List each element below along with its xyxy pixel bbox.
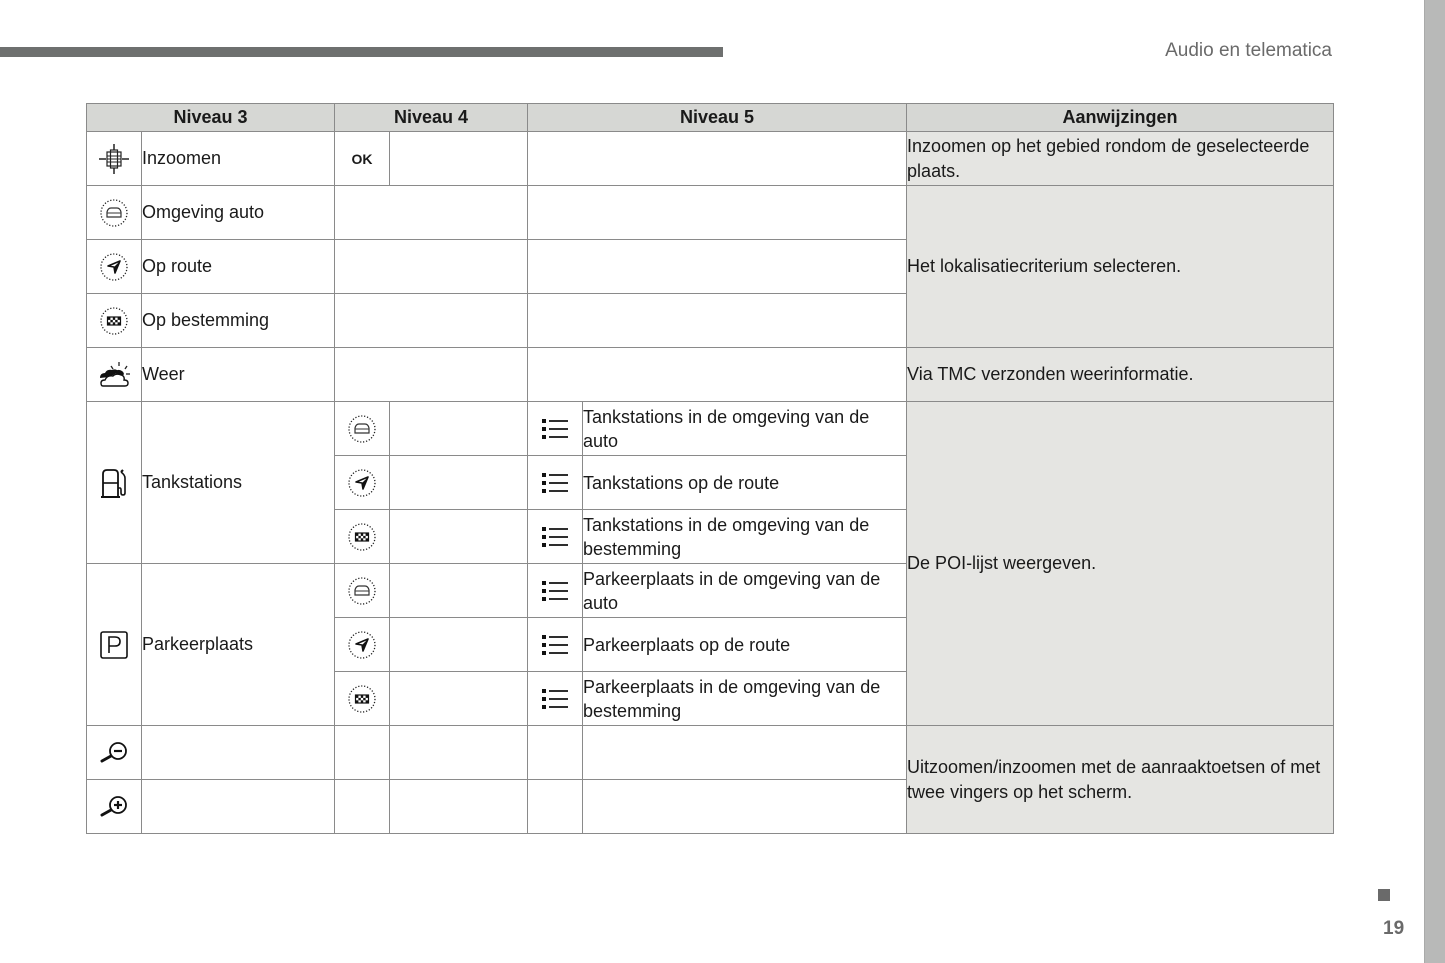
navigation-menu-table bbox=[86, 103, 1334, 834]
menu-item-parkeerplaats-omgeving-bestemming[interactable]: Parkeerplaats in de omgeving van de bestemming bbox=[583, 672, 907, 726]
table-row bbox=[87, 186, 1334, 240]
empty-cell bbox=[390, 564, 528, 618]
menu-item-tankstations-omgeving-bestemming[interactable]: Tankstations in de omgeving van de bestemming bbox=[583, 510, 907, 564]
column-header-aanwijzingen: Aanwijzingen bbox=[907, 104, 1334, 132]
at-destination-icon[interactable] bbox=[335, 510, 390, 564]
on-route-icon[interactable] bbox=[335, 456, 390, 510]
menu-item-weer[interactable]: Weer bbox=[142, 348, 335, 402]
empty-cell bbox=[528, 132, 907, 186]
weather-icon[interactable] bbox=[87, 348, 142, 402]
around-car-icon[interactable] bbox=[335, 564, 390, 618]
ok-button[interactable]: OK bbox=[335, 132, 390, 186]
list-icon[interactable] bbox=[528, 618, 583, 672]
empty-cell bbox=[335, 240, 528, 294]
menu-item-tankstations-op-route[interactable]: Tankstations op de route bbox=[583, 456, 907, 510]
column-header-niveau-5: Niveau 5 bbox=[528, 104, 907, 132]
on-route-icon[interactable] bbox=[335, 618, 390, 672]
menu-item-parkeerplaats-omgeving-auto[interactable]: Parkeerplaats in de omgeving van de auto bbox=[583, 564, 907, 618]
table-row bbox=[87, 402, 1334, 456]
empty-cell bbox=[528, 186, 907, 240]
empty-cell bbox=[390, 726, 528, 780]
hint-poi-list: De POI-lijst weergeven. bbox=[907, 402, 1334, 726]
empty-cell bbox=[390, 510, 528, 564]
page-edge-strip bbox=[1424, 0, 1445, 963]
menu-item-op-route[interactable]: Op route bbox=[142, 240, 335, 294]
hint-zoom: Uitzoomen/inzoomen met de aanraaktoetsen of met twee vingers op het scherm. bbox=[907, 726, 1334, 834]
empty-cell bbox=[390, 402, 528, 456]
fuel-station-icon[interactable] bbox=[87, 402, 142, 564]
empty-cell bbox=[528, 780, 583, 834]
empty-cell bbox=[528, 240, 907, 294]
zoom-center-icon[interactable] bbox=[87, 132, 142, 186]
empty-cell bbox=[390, 672, 528, 726]
empty-cell bbox=[583, 726, 907, 780]
zoom-in-icon[interactable] bbox=[87, 780, 142, 834]
menu-item-op-bestemming[interactable]: Op bestemming bbox=[142, 294, 335, 348]
column-header-niveau-3: Niveau 3 bbox=[87, 104, 335, 132]
parking-icon[interactable] bbox=[87, 564, 142, 726]
section-title: Audio en telematica bbox=[1165, 40, 1332, 61]
empty-cell bbox=[390, 456, 528, 510]
zoom-out-icon[interactable] bbox=[87, 726, 142, 780]
list-icon[interactable] bbox=[528, 564, 583, 618]
list-icon[interactable] bbox=[528, 402, 583, 456]
page-number: 19 bbox=[1383, 918, 1405, 939]
empty-cell bbox=[528, 294, 907, 348]
around-car-icon[interactable] bbox=[335, 402, 390, 456]
empty-cell bbox=[335, 186, 528, 240]
column-header-niveau-4: Niveau 4 bbox=[335, 104, 528, 132]
list-icon[interactable] bbox=[528, 456, 583, 510]
empty-cell bbox=[390, 780, 528, 834]
on-route-icon[interactable] bbox=[87, 240, 142, 294]
header-bar bbox=[0, 47, 723, 57]
menu-item-parkeerplaats[interactable]: Parkeerplaats bbox=[142, 564, 335, 726]
hint-inzoomen: Inzoomen op het gebied rondom de geselecteerde plaats. bbox=[907, 132, 1334, 186]
empty-cell bbox=[528, 348, 907, 402]
menu-item-inzoomen[interactable]: Inzoomen bbox=[142, 132, 335, 186]
empty-cell bbox=[142, 780, 335, 834]
table-row bbox=[87, 726, 1334, 780]
list-icon[interactable] bbox=[528, 510, 583, 564]
empty-cell bbox=[335, 348, 528, 402]
at-destination-icon[interactable] bbox=[335, 672, 390, 726]
at-destination-icon[interactable] bbox=[87, 294, 142, 348]
hint-weather: Via TMC verzonden weerinformatie. bbox=[907, 348, 1334, 402]
table-row bbox=[87, 132, 1334, 186]
table-row bbox=[87, 348, 1334, 402]
list-icon[interactable] bbox=[528, 672, 583, 726]
around-car-icon[interactable] bbox=[87, 186, 142, 240]
empty-cell bbox=[335, 294, 528, 348]
page-marker bbox=[1378, 889, 1390, 901]
empty-cell bbox=[335, 726, 390, 780]
empty-cell bbox=[583, 780, 907, 834]
empty-cell bbox=[142, 726, 335, 780]
menu-item-parkeerplaats-op-route[interactable]: Parkeerplaats op de route bbox=[583, 618, 907, 672]
menu-item-omgeving-auto[interactable]: Omgeving auto bbox=[142, 186, 335, 240]
empty-cell bbox=[335, 780, 390, 834]
table-header-row bbox=[87, 104, 1334, 132]
menu-item-tankstations[interactable]: Tankstations bbox=[142, 402, 335, 564]
hint-localisation-criterion: Het lokalisatiecriterium selecteren. bbox=[907, 186, 1334, 348]
empty-cell bbox=[390, 132, 528, 186]
empty-cell bbox=[528, 726, 583, 780]
empty-cell bbox=[390, 618, 528, 672]
menu-item-tankstations-omgeving-auto[interactable]: Tankstations in de omgeving van de auto bbox=[583, 402, 907, 456]
